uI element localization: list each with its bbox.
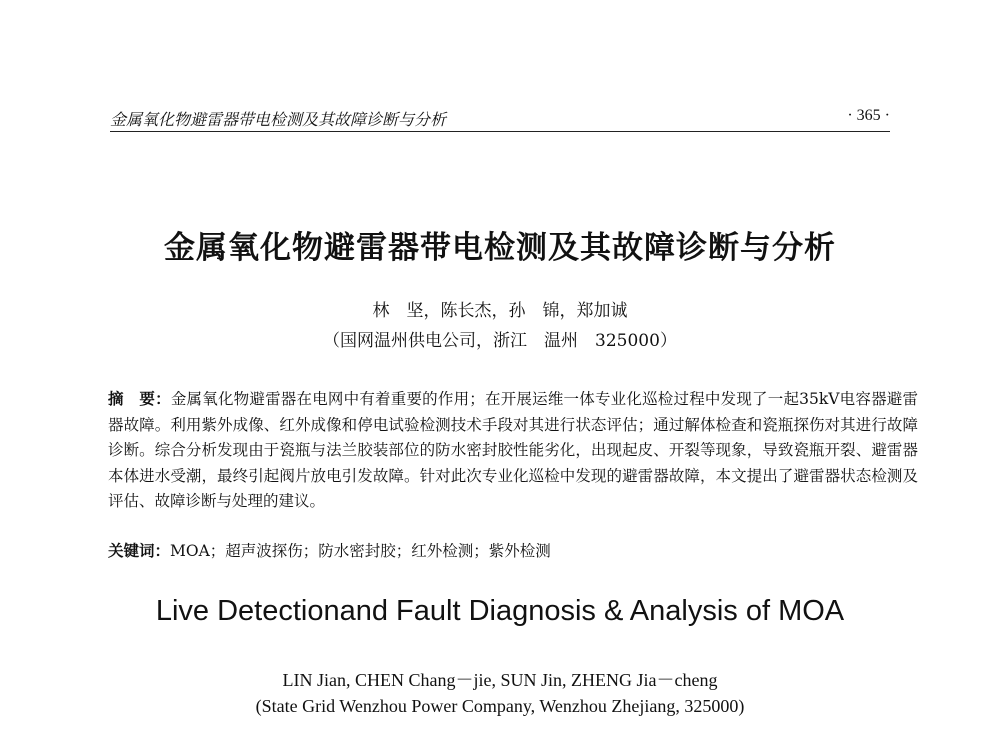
running-title: 金属氧化物避雷器带电检测及其故障诊断与分析 — [110, 110, 447, 129]
running-header — [110, 103, 890, 132]
authors-english: LIN Jian, CHEN Chang－jie, SUN Jin, ZHENG Jia－cheng — [282, 670, 718, 690]
affiliation-english: (State Grid Wenzhou Power Company, Wenzhou Zhejiang, 325000) — [255, 696, 745, 716]
keywords-label: 关键词： — [108, 541, 171, 560]
abstract — [108, 386, 918, 515]
paper-title-chinese: 金属氧化物避雷器带电检测及其故障诊断与分析 — [164, 230, 836, 266]
page-number: · 365 · — [847, 107, 890, 124]
abstract-label: 摘 要： — [108, 389, 171, 408]
keywords-text: MOA；超声波探伤；防水密封胶；红外检测；紫外检测 — [170, 542, 551, 560]
paper-title-english: Live Detectionand Fault Diagnosis & Analysis of MOA — [155, 595, 845, 627]
abstract-text: 金属氧化物避雷器在电网中有着重要的作用；在开展运维一体专业化巡检过程中发现了一起35kV电容器避雷器故障。利用紫外成像、红外成像和停电试验检测技术手段对其进行状态评估；通过解体检查和瓷瓶探伤对其进行故障诊断。综合分析发现由于瓷瓶与法兰胶装部位的防水密封胶性能劣化，出现起皮、开裂等现象，导致瓷瓶开裂、避雷器本体进水受潮，最终引起阀片放电引发故障。针对此次专业化巡检中发现的避雷器故障，本文提出了避雷器状态检测及评估、故障诊断与处理的建议。 — [108, 390, 918, 510]
keywords — [108, 538, 918, 564]
affiliation-chinese: （国网温州供电公司，浙江 温州 325000） — [323, 331, 677, 351]
authors-chinese: 林 坚，陈长杰，孙 锦，郑加诚 — [372, 301, 628, 321]
